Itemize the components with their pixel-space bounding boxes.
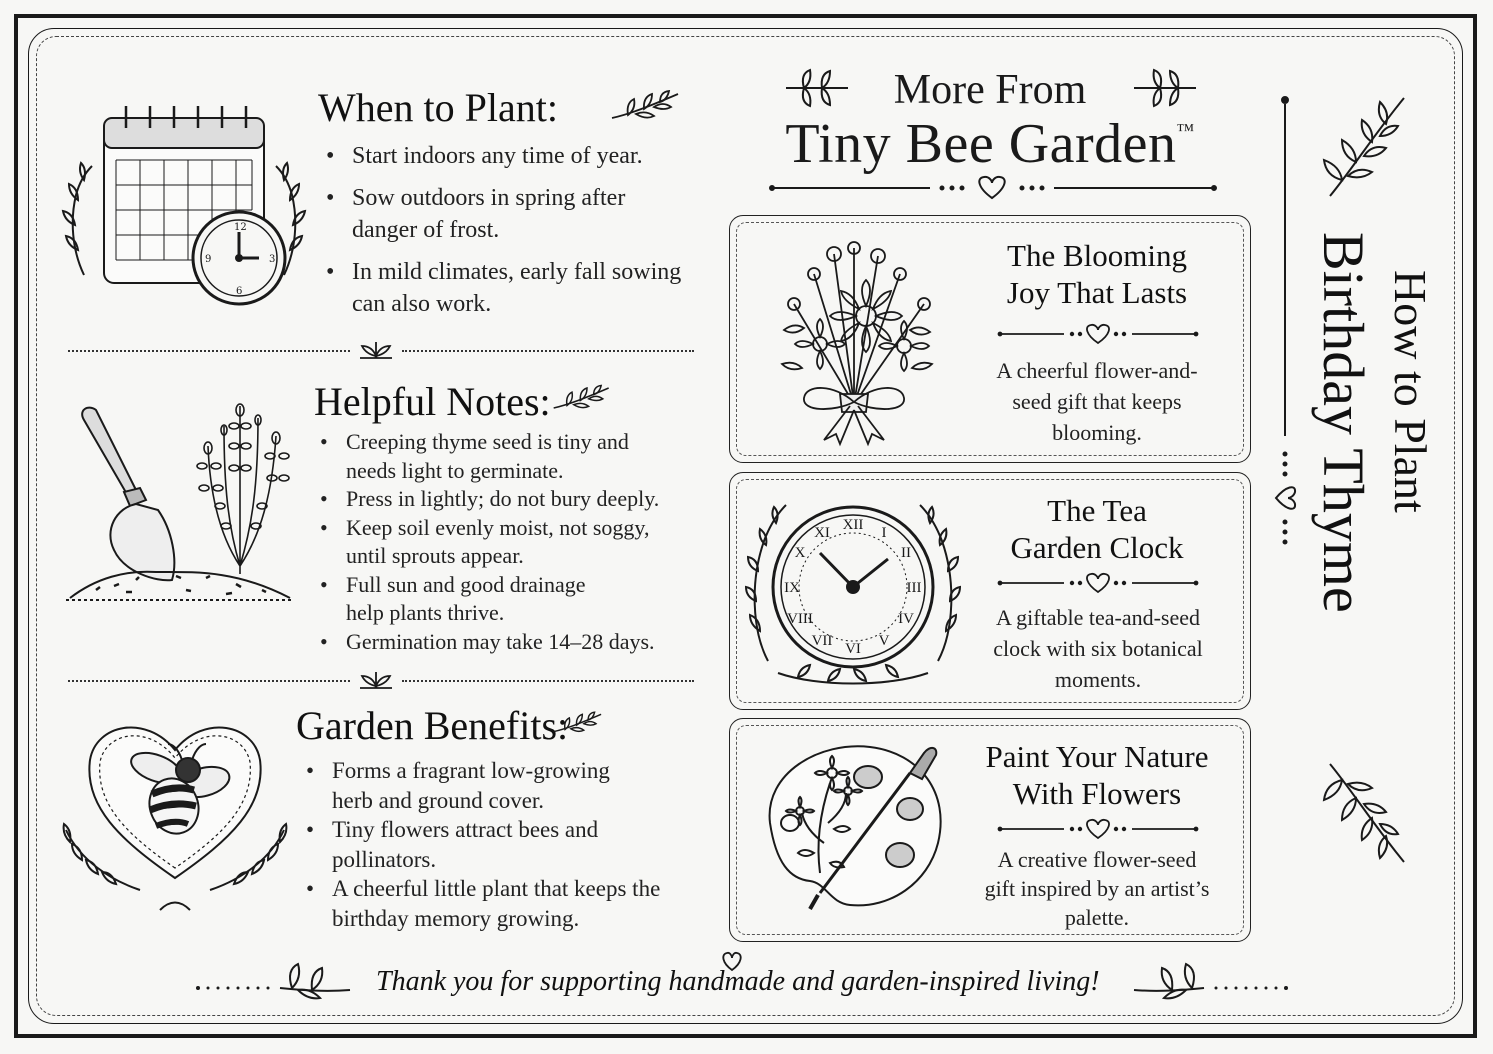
svg-text:9: 9 xyxy=(205,254,212,265)
svg-text:IV: IV xyxy=(898,611,914,627)
heart-divider xyxy=(770,174,1220,202)
product-card[interactable] xyxy=(729,472,1251,710)
product-description: A cheerful flower-and-seed gift that keeps blooming. xyxy=(996,358,1198,445)
list-item: • Start indoors any time of year. xyxy=(324,140,694,172)
trademark: ™ xyxy=(1176,120,1195,140)
list-item: • Keep soil evenly moist, not soggy, until sprouts appear. xyxy=(318,514,708,571)
sprig-icon xyxy=(356,666,396,690)
bouquet-icon xyxy=(754,234,958,448)
footer-sprig-left xyxy=(194,960,354,1004)
helpful-notes-list xyxy=(318,428,708,656)
when-to-plant-title: When to Plant: xyxy=(318,85,558,130)
clock-icon xyxy=(748,491,958,691)
svg-text:12: 12 xyxy=(234,222,247,233)
title-line1: The Blooming xyxy=(1007,238,1187,273)
sprig-icon xyxy=(1320,758,1410,868)
calendar-icon xyxy=(64,100,304,310)
divider xyxy=(402,680,694,682)
brand-name xyxy=(750,112,1230,176)
svg-text:VII: VII xyxy=(811,633,833,649)
title-line2: Garden Clock xyxy=(1010,529,1184,565)
svg-text:XII: XII xyxy=(842,517,864,533)
svg-text:VI: VI xyxy=(845,641,861,657)
helpful-notes-title: Helpful Notes: xyxy=(314,379,551,424)
product-card[interactable] xyxy=(729,718,1251,942)
sprig-icon xyxy=(552,382,612,414)
bee-icon xyxy=(122,738,238,838)
svg-text:V: V xyxy=(878,633,890,649)
svg-text:II: II xyxy=(901,545,911,561)
heart-divider xyxy=(998,322,1198,346)
sprig-icon xyxy=(1320,92,1410,202)
sprig-icon xyxy=(1130,68,1200,108)
title-line2: Joy That Lasts xyxy=(1006,274,1188,310)
svg-text:IX: IX xyxy=(784,580,800,596)
svg-text:6: 6 xyxy=(236,286,243,297)
when-to-plant-list xyxy=(324,140,694,320)
svg-text:VIII: VIII xyxy=(787,611,813,627)
title-line1: The Tea xyxy=(1047,493,1147,528)
product-title xyxy=(970,493,1224,566)
thyme-plant-icon xyxy=(180,396,300,576)
heart-divider xyxy=(998,571,1198,595)
vertical-divider xyxy=(1272,96,1298,566)
sprig-icon xyxy=(610,88,682,124)
brand-text: Tiny Bee Garden xyxy=(785,113,1177,175)
footer-sprig-right xyxy=(1130,960,1290,1004)
list-item: • A cheerful little plant that keeps the birthday memory growing. xyxy=(304,874,664,933)
garden-benefits-list xyxy=(304,756,664,933)
divider xyxy=(68,350,350,352)
garden-benefits-title: Garden Benefits: xyxy=(296,703,569,748)
svg-text:X: X xyxy=(794,545,806,561)
list-item: • Creeping thyme seed is tiny and needs light to germinate. xyxy=(318,428,708,485)
title-line2: With Flowers xyxy=(1012,775,1182,811)
product-description: A creative flower-seed gift inspired by an artist’s palette. xyxy=(984,847,1210,931)
divider xyxy=(68,680,350,682)
side-title-line1: How to Plant xyxy=(1385,270,1436,513)
product-title xyxy=(970,238,1224,311)
side-title-line2: Birthday Thyme xyxy=(1311,232,1376,613)
list-item: • Forms a fragrant low-growing herb and ground cover. xyxy=(304,756,664,815)
list-item: • In mild climates, early fall sowing can also work. xyxy=(324,256,694,320)
svg-text:3: 3 xyxy=(269,254,276,265)
list-item: • Tiny flowers attract bees and pollinators. xyxy=(304,815,664,874)
palette-icon xyxy=(750,733,950,933)
divider xyxy=(402,350,694,352)
svg-text:XI: XI xyxy=(814,525,830,541)
more-from-heading: More From xyxy=(893,67,1087,113)
product-card[interactable] xyxy=(729,215,1251,463)
sprig-icon xyxy=(356,336,396,360)
list-item: • Germination may take 14–28 days. xyxy=(318,628,708,657)
list-item: • Sow outdoors in spring after danger of frost. xyxy=(324,182,694,246)
list-item: • Full sun and good drainage help plants thrive. xyxy=(318,571,708,628)
svg-text:I: I xyxy=(881,525,887,541)
footer-thanks: Thank you for supporting handmade and garden-inspired living! xyxy=(376,966,1100,997)
heart-divider xyxy=(998,817,1198,841)
sprig-icon xyxy=(552,708,604,738)
list-item: • Press in lightly; do not bury deeply. xyxy=(318,485,708,514)
product-description: A giftable tea-and-seed clock with six botanical moments. xyxy=(993,605,1203,692)
product-title xyxy=(964,739,1230,812)
svg-text:III: III xyxy=(906,580,922,596)
title-line1: Paint Your Nature xyxy=(985,739,1209,774)
